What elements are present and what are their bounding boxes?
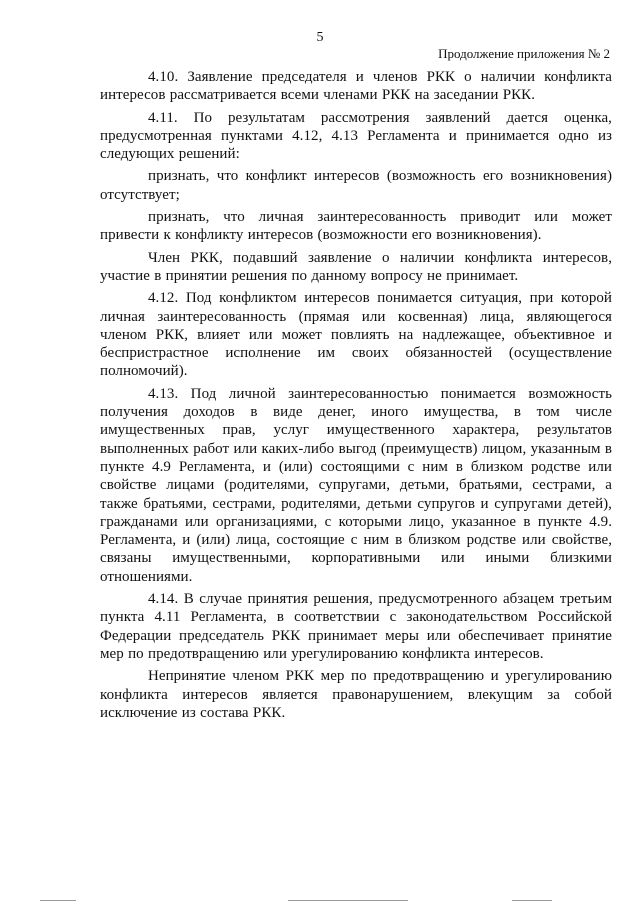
running-header: Продолжение приложения № 2 — [438, 46, 610, 61]
paragraph-4-10: 4.10. Заявление председателя и членов РКК о наличии конфликта интересов рассматривается всеми членами РКК на заседании РКК. — [100, 69, 612, 104]
scan-artifact-line — [288, 900, 408, 901]
paragraph-4-11: 4.11. По результатам рассмотрения заявлений дается оценка, предусмотренная пунктами 4.12, 4.13 Регламента и принимается одно из следующих решений: — [100, 109, 612, 163]
decision-option-1: признать, что конфликт интересов (возможность его возникновения) отсутствует; — [100, 168, 612, 203]
paragraph-member-abstention: Член РКК, подавший заявление о наличии конфликта интересов, участие в принятии решения по данному вопросу не принимает. — [100, 249, 612, 284]
paragraph-4-13: 4.13. Под личной заинтересованностью понимается возможность получения доходов в виде денег, иного имущества, в том числе имущественных прав, услуг имущественного характера, результатов выполненных работ или каких-либо выгод (преимуществ) лицом, указанным в пункте 4.9 Регламента, и (или) состоящими с ним в близком родстве или свойстве лицами (родителями, супругами, детьми, братьями, сестрами, а также братьями, сестрами, родителями, детьми супругов и супругами детей), гражданами или организациями, с которыми лицо, указанное в пункте 4.9. Регламента, и (или) лица, состоящие с ним в близком родстве или свойстве, связаны имущественными, корпоративными или иными близкими отношениями. — [100, 385, 612, 585]
paragraph-4-14: 4.14. В случае принятия решения, предусмотренного абзацем третьим пункта 4.11 Регламента, в соответствии с законодательством Российской Федерации председатель РКК принимает меры или обеспечивает принятие мер по предотвращению или урегулированию конфликта интересов. — [100, 591, 612, 662]
document-body — [100, 68, 612, 722]
scan-artifact-line — [512, 900, 552, 901]
scan-artifact-line — [40, 900, 76, 901]
paragraph-violation: Непринятие членом РКК мер по предотвращению и урегулированию конфликта интересов является правонарушением, влекущим за собой исключение из состава РКК. — [100, 668, 612, 721]
paragraph-4-12: 4.12. Под конфликтом интересов понимается ситуация, при которой личная заинтересованность (прямая или косвенная) лица, являющегося членом РКК, влияет или может повлиять на надлежащее, объективное и беспристрастное исполнение им своих обязанностей (осуществление полномочий). — [100, 290, 612, 380]
decision-option-2: признать, что личная заинтересованность приводит или может привести к конфликту интересов (возможности его возникновения). — [100, 209, 612, 244]
page-number: 5 — [316, 30, 324, 45]
